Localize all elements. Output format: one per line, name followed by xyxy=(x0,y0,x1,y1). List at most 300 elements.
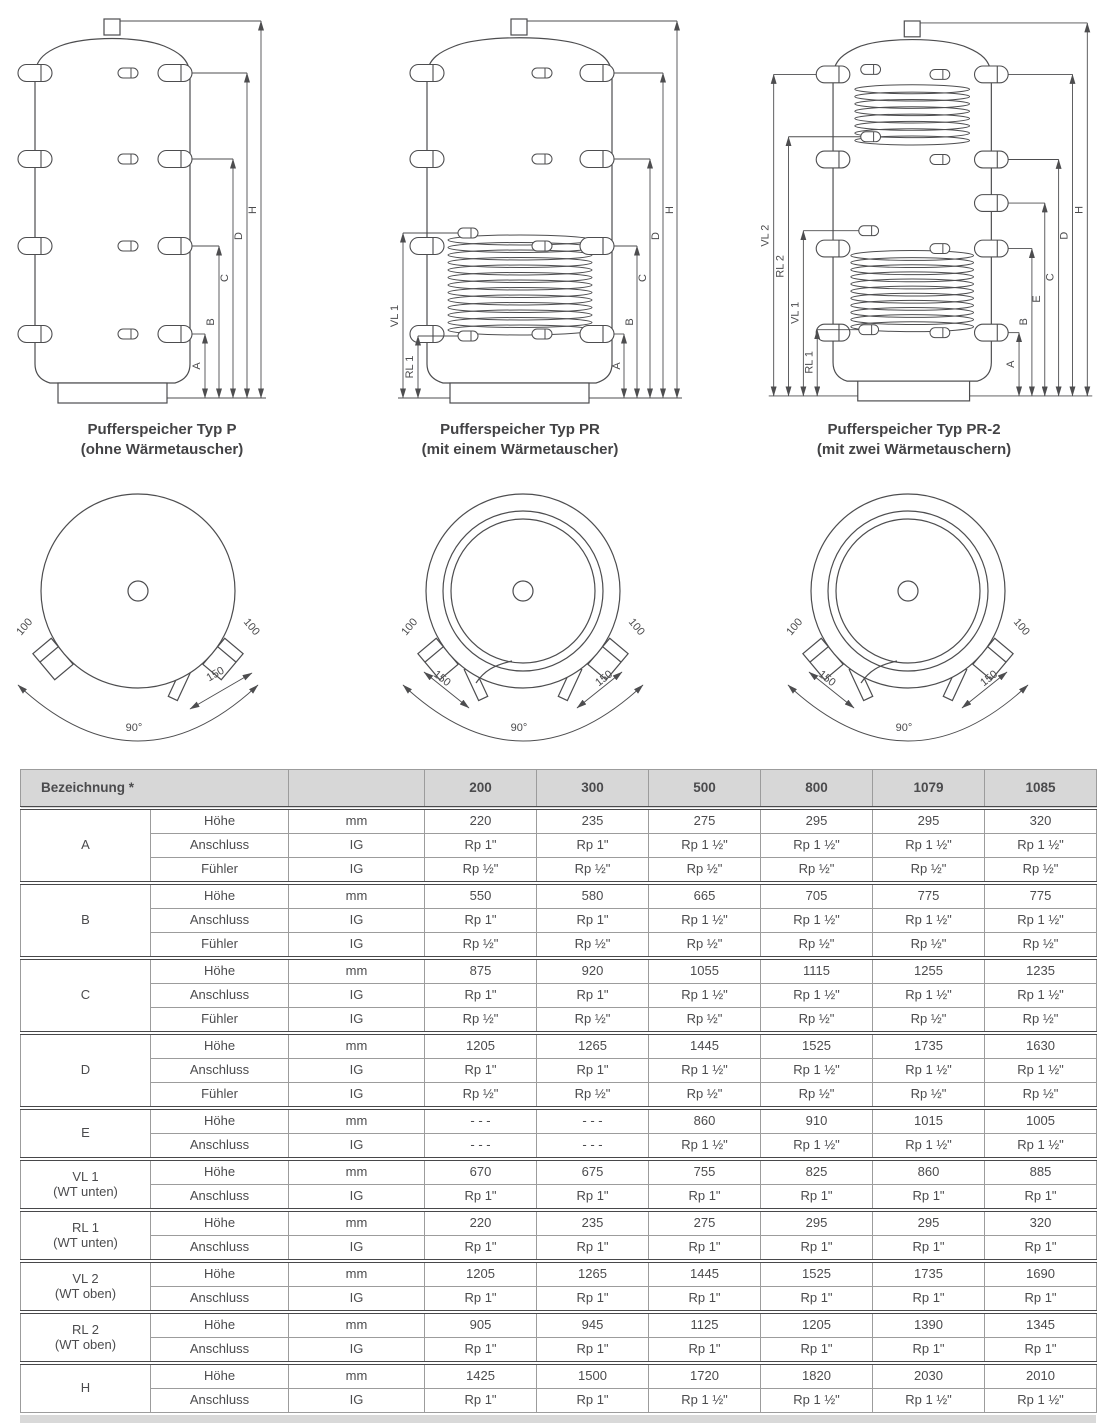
unit-cell: mm xyxy=(289,1108,425,1134)
tank-pr2-block xyxy=(744,6,1116,406)
table-row xyxy=(21,1185,1097,1211)
nozzle-size-label: 100 xyxy=(784,616,806,638)
value-cell: 1425 xyxy=(425,1363,537,1389)
value-cell: Rp 1" xyxy=(985,1287,1097,1313)
dim-label-vl1: VL 1 xyxy=(789,301,802,324)
caption-tank-p xyxy=(0,420,372,459)
value-cell: Rp ½" xyxy=(873,933,985,959)
value-cell: Rp 1" xyxy=(537,984,649,1008)
value-cell: Rp 1" xyxy=(425,909,537,933)
top-view-pr2 xyxy=(744,469,1116,756)
dim-label-d: D xyxy=(1058,231,1071,240)
top-view-pr xyxy=(372,469,744,756)
value-cell: 235 xyxy=(537,1210,649,1236)
unit-cell: IG xyxy=(289,933,425,959)
unit-cell: IG xyxy=(289,834,425,858)
dimension-label: RL 2 (WT oben) xyxy=(21,1312,151,1363)
value-cell: Rp ½" xyxy=(761,1008,873,1034)
dim-label-c: C xyxy=(1044,273,1057,282)
unit-cell: mm xyxy=(289,1159,425,1185)
pitch-label: 150 xyxy=(593,668,616,690)
tank-pr2-diagram xyxy=(744,6,1116,406)
tank-pr-diagram xyxy=(372,6,744,406)
nozzle-size-label: 100 xyxy=(14,616,36,638)
value-cell: - - - xyxy=(537,1108,649,1134)
top-view-p-block xyxy=(0,469,372,761)
pitch-label: 150 xyxy=(815,668,838,690)
top-view-row xyxy=(0,469,1116,761)
dim-label-c: C xyxy=(637,274,649,282)
pitch-label: 150 xyxy=(430,668,453,690)
dimension-label: A xyxy=(21,808,151,883)
value-cell: Rp 1" xyxy=(425,1287,537,1313)
caption-line1: Pufferspeicher Typ P xyxy=(87,421,237,438)
caption-line2: (ohne Wärmetauscher) xyxy=(80,440,244,458)
value-cell: Rp 1" xyxy=(761,1185,873,1211)
value-cell: 1015 xyxy=(873,1108,985,1134)
value-cell: 320 xyxy=(985,808,1097,834)
nozzle-size-label: 100 xyxy=(625,616,647,638)
value-cell: Rp 1" xyxy=(537,1287,649,1313)
unit-cell: IG xyxy=(289,1389,425,1413)
table-header-size-500: 500 xyxy=(649,770,761,809)
value-cell: Rp ½" xyxy=(537,1083,649,1109)
dim-label-d: D xyxy=(650,232,662,240)
value-cell: Rp 1" xyxy=(985,1185,1097,1211)
value-cell: Rp 1 ½" xyxy=(873,1059,985,1083)
table-row xyxy=(21,984,1097,1008)
table-row xyxy=(21,1083,1097,1109)
value-cell: 320 xyxy=(985,1210,1097,1236)
dim-label-h: H xyxy=(247,206,259,214)
param-cell: Höhe xyxy=(151,958,289,984)
value-cell: 1500 xyxy=(537,1363,649,1389)
value-cell: Rp 1 ½" xyxy=(649,1134,761,1160)
unit-cell: IG xyxy=(289,1134,425,1160)
caption-tank-pr xyxy=(372,420,744,459)
value-cell: 945 xyxy=(537,1312,649,1338)
dimension-label: H xyxy=(21,1363,151,1413)
value-cell: Rp 1 ½" xyxy=(761,1134,873,1160)
value-cell: 1630 xyxy=(985,1033,1097,1059)
value-cell: Rp 1 ½" xyxy=(985,834,1097,858)
value-cell: Rp ½" xyxy=(761,1083,873,1109)
value-cell: Rp 1" xyxy=(873,1185,985,1211)
value-cell: Rp 1 ½" xyxy=(761,834,873,858)
param-cell: Anschluss xyxy=(151,1338,289,1364)
table-row xyxy=(21,1159,1097,1185)
value-cell: Rp 1" xyxy=(649,1338,761,1364)
value-cell: 675 xyxy=(537,1159,649,1185)
param-cell: Anschluss xyxy=(151,909,289,933)
value-cell: 875 xyxy=(425,958,537,984)
value-cell: Rp 1 ½" xyxy=(873,834,985,858)
value-cell: Rp 1" xyxy=(985,1236,1097,1262)
value-cell: 775 xyxy=(873,883,985,909)
dim-label-b: B xyxy=(205,318,217,326)
param-cell: Fühler xyxy=(151,933,289,959)
tank-pr-block xyxy=(372,6,744,406)
dimension-label: VL 1 (WT unten) xyxy=(21,1159,151,1210)
param-cell: Anschluss xyxy=(151,1287,289,1313)
table-bottom-strip xyxy=(20,1415,1096,1423)
value-cell: Rp 1" xyxy=(873,1287,985,1313)
value-cell: 825 xyxy=(761,1159,873,1185)
param-cell: Höhe xyxy=(151,1261,289,1287)
value-cell: Rp 1 ½" xyxy=(761,984,873,1008)
value-cell: 1055 xyxy=(649,958,761,984)
dim-label-b: B xyxy=(624,318,636,326)
value-cell: 1525 xyxy=(761,1261,873,1287)
dim-label-a: A xyxy=(611,362,623,370)
tank-p-block xyxy=(0,6,372,406)
param-cell: Fühler xyxy=(151,858,289,884)
param-cell: Höhe xyxy=(151,1363,289,1389)
value-cell: 1445 xyxy=(649,1261,761,1287)
value-cell: Rp 1 ½" xyxy=(761,1059,873,1083)
dim-label-h: H xyxy=(1073,206,1086,214)
dim-label-vl2: VL 2 xyxy=(759,224,772,247)
value-cell: 665 xyxy=(649,883,761,909)
angle-label: 90° xyxy=(125,722,143,734)
value-cell: Rp 1" xyxy=(537,1236,649,1262)
value-cell: Rp ½" xyxy=(425,1008,537,1034)
table-row xyxy=(21,1389,1097,1413)
top-view-p xyxy=(0,469,372,756)
value-cell: 275 xyxy=(649,808,761,834)
param-cell: Anschluss xyxy=(151,1236,289,1262)
value-cell: 580 xyxy=(537,883,649,909)
value-cell: Rp ½" xyxy=(537,1008,649,1034)
table-row xyxy=(21,1008,1097,1034)
value-cell: Rp 1" xyxy=(649,1287,761,1313)
table-row xyxy=(21,858,1097,884)
value-cell: 220 xyxy=(425,808,537,834)
value-cell: Rp 1 ½" xyxy=(649,834,761,858)
value-cell: Rp ½" xyxy=(873,858,985,884)
unit-cell: mm xyxy=(289,883,425,909)
caption-tank-pr2 xyxy=(744,420,1116,459)
value-cell: Rp 1" xyxy=(425,1389,537,1413)
unit-cell: mm xyxy=(289,1312,425,1338)
value-cell: 1735 xyxy=(873,1033,985,1059)
value-cell: Rp 1" xyxy=(649,1185,761,1211)
value-cell: Rp 1" xyxy=(761,1287,873,1313)
value-cell: 1525 xyxy=(761,1033,873,1059)
value-cell: 1265 xyxy=(537,1033,649,1059)
value-cell: 1720 xyxy=(649,1363,761,1389)
value-cell: 860 xyxy=(873,1159,985,1185)
table-row xyxy=(21,909,1097,933)
value-cell: 295 xyxy=(873,808,985,834)
value-cell: 295 xyxy=(873,1210,985,1236)
dimensions-table-body xyxy=(21,808,1097,1413)
value-cell: 1265 xyxy=(537,1261,649,1287)
value-cell: 1005 xyxy=(985,1108,1097,1134)
value-cell: Rp 1 ½" xyxy=(649,1059,761,1083)
unit-cell: IG xyxy=(289,858,425,884)
unit-cell: IG xyxy=(289,1083,425,1109)
value-cell: 920 xyxy=(537,958,649,984)
value-cell: 860 xyxy=(649,1108,761,1134)
dim-label-d: D xyxy=(233,232,245,240)
param-cell: Höhe xyxy=(151,1312,289,1338)
value-cell: Rp 1 ½" xyxy=(761,909,873,933)
unit-cell: IG xyxy=(289,1185,425,1211)
value-cell: Rp 1 ½" xyxy=(985,909,1097,933)
param-cell: Höhe xyxy=(151,1159,289,1185)
pitch-label: 150 xyxy=(978,668,1001,690)
value-cell: 275 xyxy=(649,1210,761,1236)
dim-label-e: E xyxy=(1030,295,1043,303)
unit-cell: IG xyxy=(289,984,425,1008)
datasheet-page xyxy=(0,6,1116,1408)
unit-cell: mm xyxy=(289,1363,425,1389)
value-cell: Rp ½" xyxy=(873,1083,985,1109)
top-view-pr2-block xyxy=(744,469,1116,761)
dim-label-h: H xyxy=(664,206,676,214)
table-row xyxy=(21,1363,1097,1389)
dim-label-vl1: VL 1 xyxy=(389,304,401,328)
value-cell: 1690 xyxy=(985,1261,1097,1287)
tank-outline xyxy=(41,494,235,688)
value-cell: Rp 1 ½" xyxy=(873,1389,985,1413)
dimensions-table-wrap xyxy=(20,769,1096,1413)
dim-label-b: B xyxy=(1017,318,1030,326)
caption-line1: Pufferspeicher Typ PR xyxy=(440,421,600,438)
tank-outline xyxy=(426,494,620,688)
value-cell: 755 xyxy=(649,1159,761,1185)
value-cell: Rp 1 ½" xyxy=(873,984,985,1008)
value-cell: 295 xyxy=(761,808,873,834)
table-row xyxy=(21,1210,1097,1236)
value-cell: Rp ½" xyxy=(761,933,873,959)
table-row xyxy=(21,808,1097,834)
table-header-size-800: 800 xyxy=(761,770,873,809)
table-header-unit xyxy=(289,770,425,809)
dimensions-table xyxy=(20,769,1097,1413)
value-cell: 235 xyxy=(537,808,649,834)
tank-p-diagram xyxy=(0,6,372,406)
value-cell: Rp 1" xyxy=(537,1338,649,1364)
value-cell: 1345 xyxy=(985,1312,1097,1338)
value-cell: Rp 1" xyxy=(537,1185,649,1211)
param-cell: Fühler xyxy=(151,1008,289,1034)
value-cell: Rp 1 ½" xyxy=(873,909,985,933)
angle-label: 90° xyxy=(510,722,528,734)
param-cell: Anschluss xyxy=(151,1134,289,1160)
table-row xyxy=(21,1287,1097,1313)
value-cell: 2010 xyxy=(985,1363,1097,1389)
table-header-bezeichnung: Bezeichnung * xyxy=(21,770,289,809)
value-cell: 1390 xyxy=(873,1312,985,1338)
value-cell: 1235 xyxy=(985,958,1097,984)
tank-diagrams-row xyxy=(0,6,1116,406)
table-header-size-1085: 1085 xyxy=(985,770,1097,809)
unit-cell: IG xyxy=(289,1338,425,1364)
value-cell: Rp 1 ½" xyxy=(761,1389,873,1413)
value-cell: 670 xyxy=(425,1159,537,1185)
value-cell: Rp ½" xyxy=(425,858,537,884)
caption-line2: (mit zwei Wärmetauschern) xyxy=(816,440,1012,458)
angle-label: 90° xyxy=(895,722,913,734)
dimension-label: C xyxy=(21,958,151,1033)
value-cell: 1115 xyxy=(761,958,873,984)
dimension-label: B xyxy=(21,883,151,958)
unit-cell: mm xyxy=(289,1261,425,1287)
value-cell: Rp ½" xyxy=(873,1008,985,1034)
param-cell: Höhe xyxy=(151,1210,289,1236)
table-header-row xyxy=(21,770,1097,809)
table-header-size-1079: 1079 xyxy=(873,770,985,809)
value-cell: 885 xyxy=(985,1159,1097,1185)
value-cell: Rp 1" xyxy=(425,1338,537,1364)
unit-cell: IG xyxy=(289,1059,425,1083)
value-cell: Rp 1" xyxy=(537,1389,649,1413)
table-row xyxy=(21,883,1097,909)
value-cell: Rp ½" xyxy=(425,1083,537,1109)
value-cell: 1205 xyxy=(425,1033,537,1059)
value-cell: Rp ½" xyxy=(649,933,761,959)
value-cell: 905 xyxy=(425,1312,537,1338)
value-cell: Rp 1" xyxy=(425,834,537,858)
dim-label-rl1: RL 1 xyxy=(404,355,416,379)
value-cell: 1735 xyxy=(873,1261,985,1287)
unit-cell: mm xyxy=(289,1210,425,1236)
diagram-captions xyxy=(0,420,1116,459)
value-cell: 550 xyxy=(425,883,537,909)
nozzle-size-label: 100 xyxy=(1010,616,1032,638)
unit-cell: mm xyxy=(289,1033,425,1059)
value-cell: Rp 1" xyxy=(873,1236,985,1262)
value-cell: Rp 1" xyxy=(425,1059,537,1083)
value-cell: Rp 1" xyxy=(649,1236,761,1262)
param-cell: Anschluss xyxy=(151,1389,289,1413)
param-cell: Höhe xyxy=(151,1033,289,1059)
table-row xyxy=(21,1033,1097,1059)
value-cell: Rp 1" xyxy=(873,1338,985,1364)
param-cell: Höhe xyxy=(151,883,289,909)
value-cell: 775 xyxy=(985,883,1097,909)
unit-cell: mm xyxy=(289,958,425,984)
param-cell: Anschluss xyxy=(151,984,289,1008)
value-cell: Rp 1 ½" xyxy=(985,1134,1097,1160)
dim-label-rl2: RL 2 xyxy=(774,255,787,278)
value-cell: Rp ½" xyxy=(985,858,1097,884)
value-cell: - - - xyxy=(425,1108,537,1134)
value-cell: Rp ½" xyxy=(649,858,761,884)
value-cell: 1445 xyxy=(649,1033,761,1059)
value-cell: - - - xyxy=(425,1134,537,1160)
param-cell: Fühler xyxy=(151,1083,289,1109)
value-cell: Rp 1" xyxy=(761,1338,873,1364)
param-cell: Anschluss xyxy=(151,1059,289,1083)
dimension-label: RL 1 (WT unten) xyxy=(21,1210,151,1261)
dim-label-a: A xyxy=(191,362,203,370)
value-cell: 910 xyxy=(761,1108,873,1134)
tank-outline xyxy=(811,494,1005,688)
nozzle-size-label: 100 xyxy=(399,616,421,638)
value-cell: 1205 xyxy=(761,1312,873,1338)
value-cell: Rp ½" xyxy=(761,858,873,884)
table-row xyxy=(21,933,1097,959)
unit-cell: IG xyxy=(289,1236,425,1262)
value-cell: Rp 1 ½" xyxy=(649,909,761,933)
unit-cell: IG xyxy=(289,1287,425,1313)
value-cell: Rp 1" xyxy=(537,1059,649,1083)
value-cell: Rp 1" xyxy=(537,909,649,933)
value-cell: 1820 xyxy=(761,1363,873,1389)
unit-cell: IG xyxy=(289,1008,425,1034)
value-cell: 220 xyxy=(425,1210,537,1236)
value-cell: Rp 1" xyxy=(425,984,537,1008)
param-cell: Anschluss xyxy=(151,834,289,858)
top-view-pr-block xyxy=(372,469,744,761)
value-cell: 1205 xyxy=(425,1261,537,1287)
value-cell: - - - xyxy=(537,1134,649,1160)
dimension-label: VL 2 (WT oben) xyxy=(21,1261,151,1312)
table-row xyxy=(21,1134,1097,1160)
param-cell: Höhe xyxy=(151,1108,289,1134)
tank-body xyxy=(833,21,991,401)
value-cell: 705 xyxy=(761,883,873,909)
dim-label-rl1: RL 1 xyxy=(803,351,816,374)
unit-cell: mm xyxy=(289,808,425,834)
value-cell: Rp 1" xyxy=(985,1338,1097,1364)
param-cell: Höhe xyxy=(151,808,289,834)
value-cell: 1125 xyxy=(649,1312,761,1338)
value-cell: Rp ½" xyxy=(649,1083,761,1109)
table-row xyxy=(21,1338,1097,1364)
value-cell: Rp 1 ½" xyxy=(649,1389,761,1413)
nozzle-size-label: 100 xyxy=(240,616,262,638)
value-cell: Rp ½" xyxy=(985,1083,1097,1109)
table-row xyxy=(21,1059,1097,1083)
caption-line1: Pufferspeicher Typ PR-2 xyxy=(827,421,1001,438)
value-cell: Rp ½" xyxy=(425,933,537,959)
value-cell: 2030 xyxy=(873,1363,985,1389)
value-cell: Rp 1 ½" xyxy=(985,1389,1097,1413)
value-cell: Rp 1 ½" xyxy=(873,1134,985,1160)
value-cell: Rp 1" xyxy=(761,1236,873,1262)
value-cell: Rp ½" xyxy=(537,858,649,884)
table-header-size-200: 200 xyxy=(425,770,537,809)
value-cell: 1255 xyxy=(873,958,985,984)
unit-cell: IG xyxy=(289,909,425,933)
dim-label-c: C xyxy=(219,274,231,282)
dimension-label: E xyxy=(21,1108,151,1159)
dim-label-a: A xyxy=(1005,360,1018,368)
caption-line2: (mit einem Wärmetauscher) xyxy=(421,440,619,458)
value-cell: Rp 1 ½" xyxy=(985,1059,1097,1083)
param-cell: Anschluss xyxy=(151,1185,289,1211)
value-cell: Rp 1 ½" xyxy=(649,984,761,1008)
table-row xyxy=(21,1236,1097,1262)
value-cell: Rp 1" xyxy=(425,1185,537,1211)
value-cell: Rp 1" xyxy=(537,834,649,858)
table-header-size-300: 300 xyxy=(537,770,649,809)
value-cell: Rp ½" xyxy=(649,1008,761,1034)
table-row xyxy=(21,958,1097,984)
value-cell: Rp ½" xyxy=(985,933,1097,959)
table-row xyxy=(21,1261,1097,1287)
value-cell: 295 xyxy=(761,1210,873,1236)
table-row xyxy=(21,1108,1097,1134)
value-cell: Rp ½" xyxy=(985,1008,1097,1034)
value-cell: Rp 1" xyxy=(425,1236,537,1262)
table-row xyxy=(21,834,1097,858)
tank-p-dim-labels xyxy=(191,206,259,370)
